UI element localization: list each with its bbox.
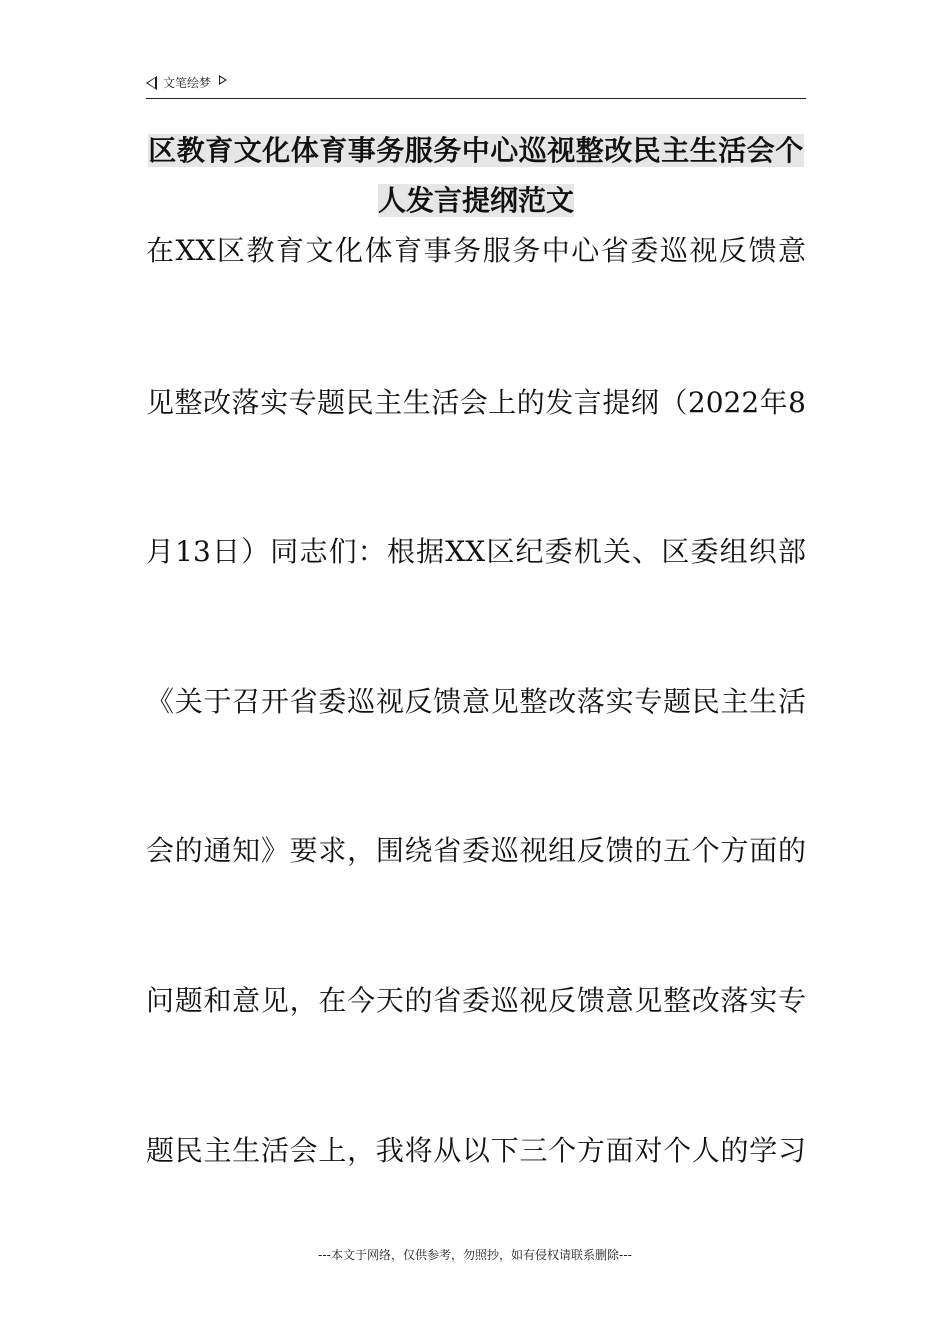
body-line-1: 在XX区教育文化体育事务服务中心省委巡视反馈意 (146, 234, 806, 267)
brand (146, 74, 227, 91)
body-line-7: 题民主生活会上，我将从以下三个方面对个人的学习 (146, 1134, 806, 1167)
document-title-line-2 (146, 181, 806, 221)
body-line-3: 月13日）同志们：根据XX区纪委机关、区委组织部 (146, 535, 806, 568)
triangle-left-icon (146, 76, 157, 90)
title-text-1: 区教育文化体育事务服务中心巡视整改民主生活会个 (148, 134, 804, 167)
brand-text: 文笔绘梦 (163, 76, 212, 90)
page-header (146, 74, 806, 99)
body-line-4: 《关于召开省委巡视反馈意见整改落实专题民主生活 (146, 685, 806, 718)
footer-disclaimer: ---本文于网络，仅供参考，勿照抄，如有侵权请联系删除--- (318, 1248, 632, 1262)
triangle-right-icon (219, 75, 227, 85)
document-title-line-1 (146, 131, 806, 171)
body-line-2: 见整改落实专题民主生活会上的发言提纲（2022年8 (146, 386, 806, 419)
body-line-5: 会的通知》要求，围绕省委巡视组反馈的五个方面的 (146, 834, 806, 867)
body-line-6: 问题和意见，在今天的省委巡视反馈意见整改落实专 (146, 984, 806, 1017)
title-text-2: 人发言提纲范文 (377, 184, 574, 217)
